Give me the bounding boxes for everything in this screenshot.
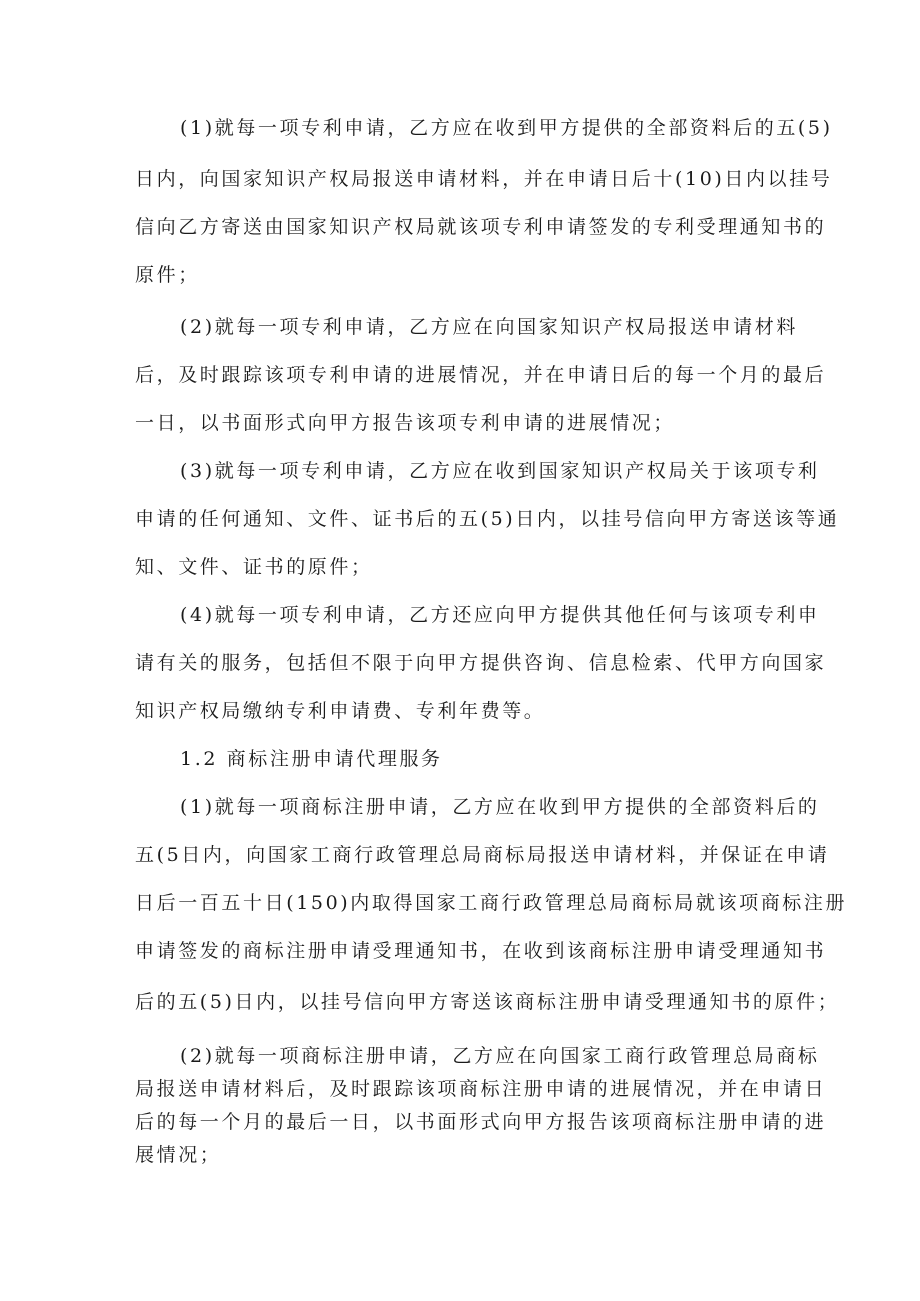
text-line: 后的每一个月的最后一日，以书面形式向甲方报告该项商标注册申请的进 [135, 1111, 827, 1133]
text-line: (4)就每一项专利申请，乙方还应向甲方提供其他任何与该项专利申 [180, 604, 820, 626]
text-line: 日后一百五十日(150)内取得国家工商行政管理总局商标局就该项商标注册 [135, 892, 848, 914]
text-line: (3)就每一项专利申请，乙方应在收到国家知识产权局关于该项专利 [180, 460, 820, 482]
text-line: (2)就每一项商标注册申请，乙方应在向国家工商行政管理总局商标 [180, 1045, 820, 1067]
text-line: (1)就每一项商标注册申请，乙方应在收到甲方提供的全部资料后的 [180, 796, 820, 818]
text-line: 五(5日内，向国家工商行政管理总局商标局报送申请材料，并保证在申请 [135, 844, 830, 866]
text-line: 后的五(5)日内，以挂号信向甲方寄送该商标注册申请受理通知书的原件； [135, 991, 840, 1013]
section-heading: 1.2 商标注册申请代理服务 [180, 748, 443, 770]
text-line: 一日，以书面形式向甲方报告该项专利申请的进展情况； [135, 412, 676, 434]
text-line: 后，及时跟踪该项专利申请的进展情况，并在申请日后的每一个月的最后 [135, 364, 827, 386]
text-line: 申请的任何通知、文件、证书后的五(5)日内，以挂号信向甲方寄送该等通 [135, 508, 840, 530]
text-line: 知识产权局缴纳专利申请费、专利年费等。 [135, 700, 546, 722]
text-line: 信向乙方寄送由国家知识产权局就该项专利申请签发的专利受理通知书的 [135, 216, 827, 238]
text-line: 局报送申请材料后，及时跟踪该项商标注册申请的进展情况，并在申请日 [135, 1078, 827, 1100]
text-line: 申请签发的商标注册申请受理通知书，在收到该商标注册申请受理通知书 [135, 940, 827, 962]
text-line: (2)就每一项专利申请，乙方应在向国家知识产权局报送申请材料 [180, 316, 798, 338]
text-line: 请有关的服务，包括但不限于向甲方提供咨询、信息检索、代甲方向国家 [135, 652, 827, 674]
text-line: 原件； [135, 264, 200, 286]
text-line: 知、文件、证书的原件； [135, 556, 373, 578]
text-line: 日内，向国家知识产权局报送申请材料，并在申请日后十(10)日内以挂号 [135, 168, 833, 190]
text-line: 展情况； [135, 1144, 222, 1166]
text-line: (1)就每一项专利申请，乙方应在收到甲方提供的全部资料后的五(5) [180, 117, 833, 139]
